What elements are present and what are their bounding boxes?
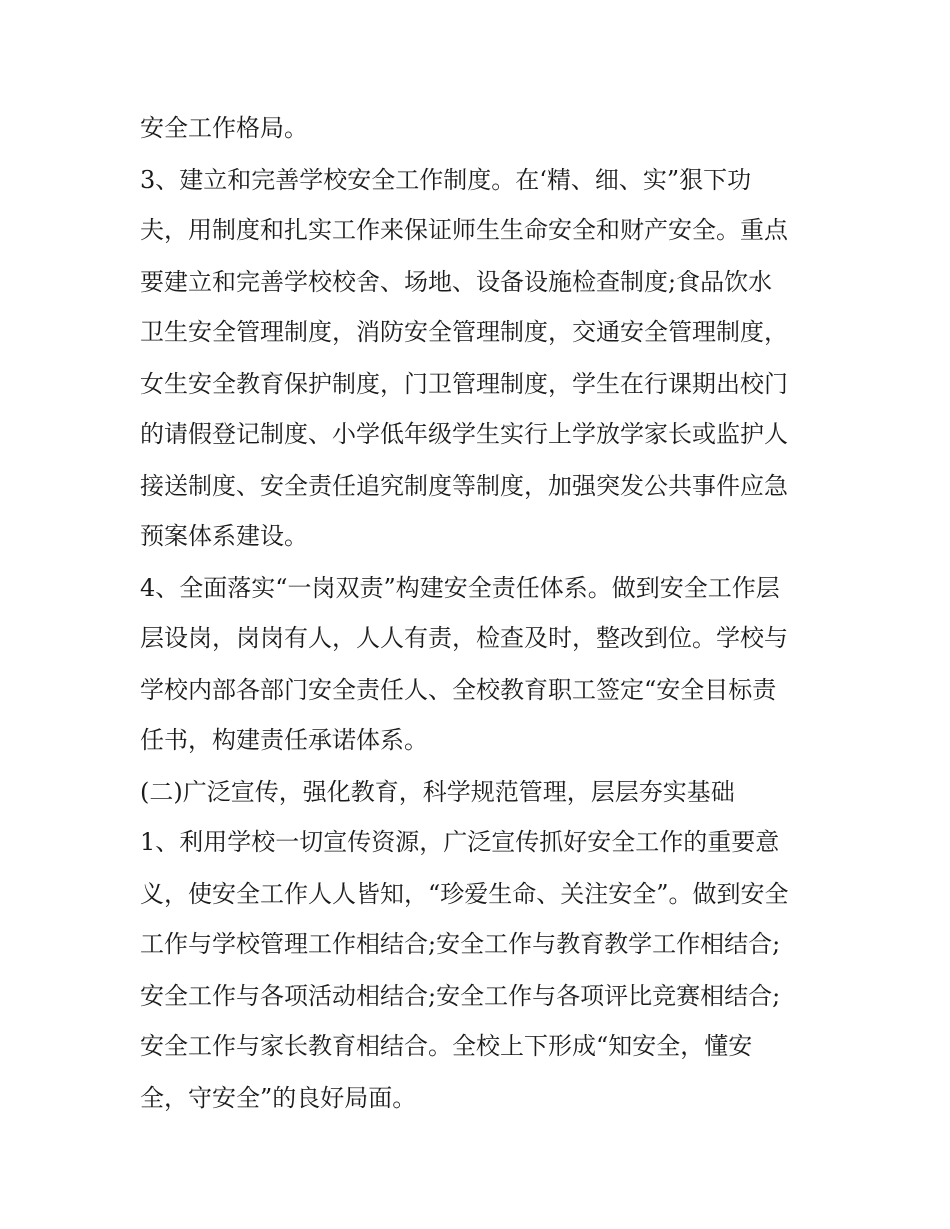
- text-line: 全，守安全”的良好局面。: [140, 1084, 417, 1112]
- text-line: 的请假登记制度、小学低年级学生实行上学放学家长或监护人: [140, 420, 788, 448]
- text-line: 接送制度、安全责任追究制度等制度，加强突发公共事件应急: [140, 472, 788, 500]
- text-line: 1、利用学校一切宣传资源，广泛宣传抓好安全工作的重要意: [140, 828, 780, 856]
- text-line: 4、全面落实“一岗双责”构建安全责任体系。做到安全工作层: [140, 574, 780, 602]
- text-line: 预案体系建设。: [140, 522, 308, 550]
- text-line: 工作与学校管理工作相结合;安全工作与教育教学工作相结合;: [140, 930, 781, 958]
- text-line: 学校内部各部门安全责任人、全校教育职工签定“安全目标责: [140, 676, 777, 704]
- text-line: 安全工作与家长教育相结合。全校上下形成“知安全，懂安: [140, 1032, 753, 1060]
- text-line: 任书，构建责任承诺体系。: [140, 726, 428, 754]
- text-line: 安全工作与各项活动相结合;安全工作与各项评比竞赛相结合;: [140, 982, 781, 1010]
- section-heading: (二)广泛宣传，强化教育，科学规范管理，层层夯实基础: [140, 778, 735, 806]
- text-line: 卫生安全管理制度，消防安全管理制度，交通安全管理制度，: [140, 318, 788, 346]
- text-line: 女生安全教育保护制度，门卫管理制度，学生在行课期出校门: [140, 370, 788, 398]
- text-line: 安全工作格局。: [140, 114, 308, 142]
- text-line: 层设岗，岗岗有人，人人有责，检查及时，整改到位。学校与: [140, 624, 788, 652]
- text-line: 要建立和完善学校校舍、场地、设备设施检查制度;食品饮水: [140, 268, 773, 296]
- text-line: 3、建立和完善学校安全工作制度。在‘精、细、实”狠下功: [140, 166, 752, 194]
- text-line: 夫，用制度和扎实工作来保证师生生命安全和财产安全。重点: [140, 216, 788, 244]
- text-line: 义，使安全工作人人皆知，“珍爱生命、关注安全”。做到安全: [140, 880, 789, 908]
